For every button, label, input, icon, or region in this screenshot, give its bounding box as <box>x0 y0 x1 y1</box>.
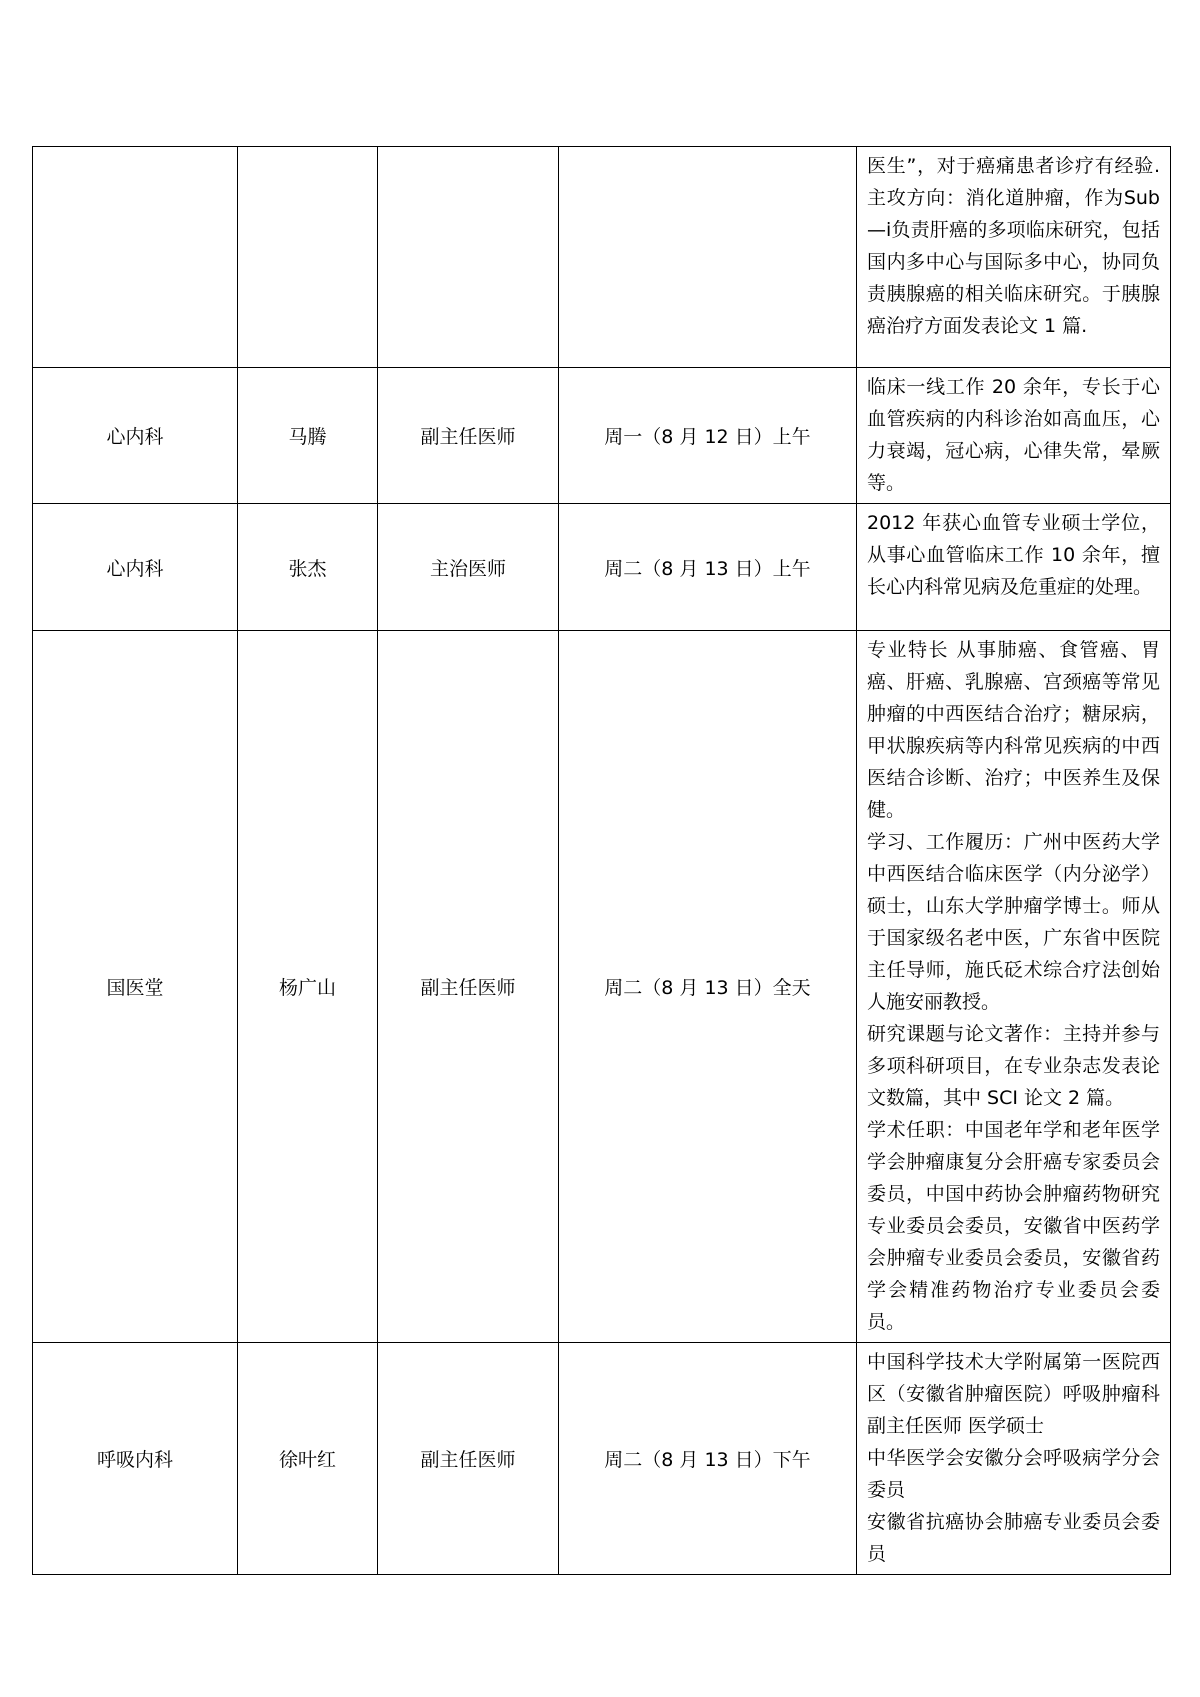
intro-paragraph: 中国科学技术大学附属第一医院西区（安徽省肿瘤医院）呼吸肿瘤科 副主任医师 医学硕士 <box>867 1351 1160 1437</box>
intro-paragraph: 安徽省抗癌协会肺癌专业委员会委员 <box>867 1511 1160 1565</box>
doctor-intro-cell <box>857 631 1171 1343</box>
doctor-title-cell: 主治医师 <box>378 504 559 631</box>
table-row <box>33 631 1171 1343</box>
doctor-schedule-table <box>32 146 1171 1575</box>
doctor-name-cell: 张杰 <box>238 504 378 631</box>
department-cell <box>33 147 238 368</box>
doctor-intro-cell <box>857 1343 1171 1575</box>
intro-paragraph: 专业特长 从事肺癌、食管癌、胃癌、肝癌、乳腺癌、宫颈癌等常见肿瘤的中西医结合治疗；糖尿病，甲状腺疾病等内科常见疾病的中西医结合诊断、治疗；中医养生及保健。 <box>867 639 1160 821</box>
doctor-intro-cell <box>857 147 1171 368</box>
doctor-name-cell: 徐叶红 <box>238 1343 378 1575</box>
doctor-name-cell: 杨广山 <box>238 631 378 1343</box>
doctor-intro-cell <box>857 368 1171 504</box>
intro-paragraph: 研究课题与论文著作：主持并参与多项科研项目，在专业杂志发表论文数篇，其中 SCI 论文 2 篇。 <box>867 1023 1160 1109</box>
doctor-name-cell: 马腾 <box>238 368 378 504</box>
doctor-title-cell: 副主任医师 <box>378 368 559 504</box>
department-cell: 心内科 <box>33 368 238 504</box>
department-cell: 心内科 <box>33 504 238 631</box>
doctor-intro-cell <box>857 504 1171 631</box>
intro-paragraph: 学习、工作履历：广州中医药大学中西医结合临床医学（内分泌学）硕士，山东大学肿瘤学博士。师从于国家级名老中医，广东省中医院主任导师，施氏砭术综合疗法创始人施安丽教授。 <box>867 831 1160 1013</box>
doctor-title-cell: 副主任医师 <box>378 631 559 1343</box>
clinic-time-cell: 周二（8 月 13 日）下午 <box>559 1343 857 1575</box>
table-row <box>33 368 1171 504</box>
intro-paragraph: 中华医学会安徽分会呼吸病学分会委员 <box>867 1447 1160 1501</box>
department-cell: 国医堂 <box>33 631 238 1343</box>
intro-paragraph: 学术任职：中国老年学和老年医学学会肿瘤康复分会肝癌专家委员会委员，中国中药协会肿瘤药物研究专业委员会委员，安徽省中医药学会肿瘤专业委员会委员，安徽省药学会精准药物治疗专业委员会委员。 <box>867 1119 1160 1333</box>
intro-paragraph: 临床一线工作 20 余年，专长于心血管疾病的内科诊治如高血压，心力衰竭，冠心病，心律失常，晕厥等。 <box>867 376 1160 494</box>
doctor-title-cell <box>378 147 559 368</box>
intro-paragraph: 2012 年获心血管专业硕士学位，从事心血管临床工作 10 余年，擅长心内科常见病及危重症的处理。 <box>867 512 1160 598</box>
doctor-name-cell <box>238 147 378 368</box>
table-row <box>33 147 1171 368</box>
table-row <box>33 1343 1171 1575</box>
department-cell: 呼吸内科 <box>33 1343 238 1575</box>
intro-paragraph: 医生”，对于癌痛患者诊疗有经验. 主攻方向：消化道肿瘤，作为Sub—i负责肝癌的多项临床研究，包括国内多中心与国际多中心，协同负责胰腺癌的相关临床研究。于胰腺癌治疗方面发表论文 1 篇. <box>867 155 1160 337</box>
table-row <box>33 504 1171 631</box>
clinic-time-cell: 周二（8 月 13 日）全天 <box>559 631 857 1343</box>
doctor-title-cell: 副主任医师 <box>378 1343 559 1575</box>
clinic-time-cell <box>559 147 857 368</box>
clinic-time-cell: 周二（8 月 13 日）上午 <box>559 504 857 631</box>
clinic-time-cell: 周一（8 月 12 日）上午 <box>559 368 857 504</box>
